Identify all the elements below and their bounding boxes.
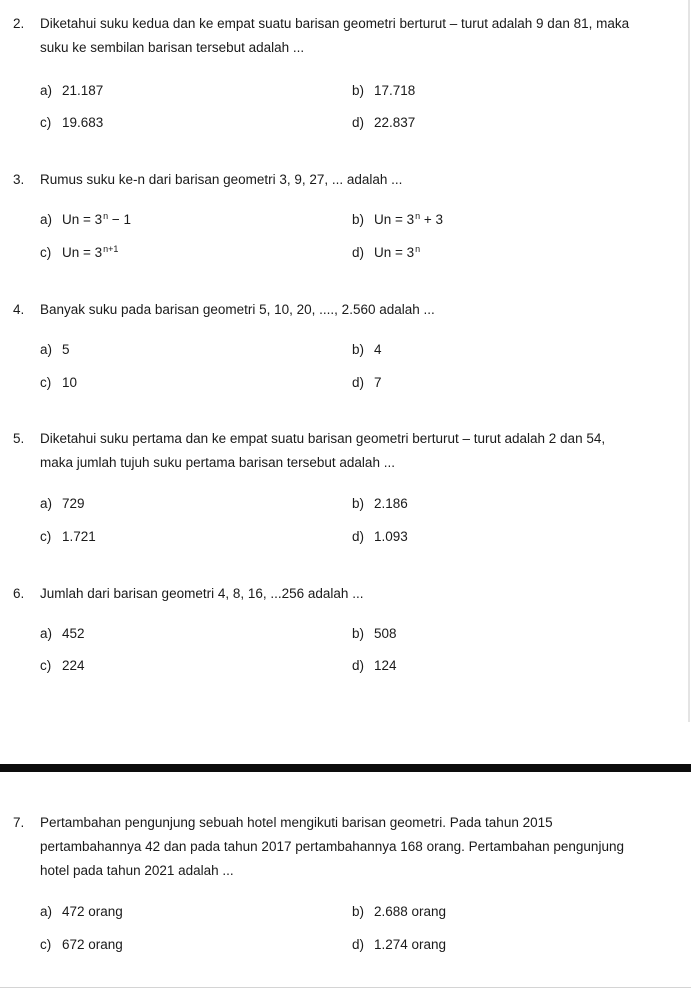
formula-exponent: n [103,211,109,221]
option-c[interactable] [40,935,123,955]
option-b[interactable] [352,81,415,101]
option-value: 17.718 [374,83,416,98]
option-b[interactable] [352,494,408,514]
option-letter: a) [40,342,53,357]
option-a[interactable] [40,902,123,922]
option-letter: c) [40,375,52,390]
option-letter: d) [352,375,365,390]
option-d[interactable] [352,656,397,676]
option-value: 472 orang [62,904,123,919]
option-value: 1.274 orang [374,937,447,952]
formula-exponent: n [415,211,421,221]
page-divider [0,764,691,772]
option-d[interactable] [352,935,446,955]
question-number: 5. [13,431,25,446]
question-text: Rumus suku ke-n dari barisan geometri 3, 9, 27, ... adalah ... [40,172,403,187]
option-value: 224 [62,658,85,673]
option-value: 5 [62,342,70,357]
question-text: Diketahui suku kedua dan ke empat suatu barisan geometri berturut – turut adalah 9 dan 81, maka suku ke sembilan barisan tersebut adalah ... [40,16,630,55]
option-a[interactable] [40,624,85,644]
option-value: 1.093 [374,529,408,544]
option-letter: b) [352,83,365,98]
option-letter: a) [40,83,53,98]
formula-exponent: n+1 [103,244,119,254]
question-text: Jumlah dari barisan geometri 4, 8, 16, ...256 adalah ... [40,586,364,601]
option-value [374,245,420,260]
option-letter: a) [40,212,53,227]
option-value: 19.683 [62,115,104,130]
formula-exponent: n [415,244,421,254]
option-letter: b) [352,342,365,357]
page-edge-line [688,0,690,722]
option-letter: d) [352,937,365,952]
option-value: 7 [374,375,382,390]
option-letter: c) [40,937,52,952]
formula-suffix: − 1 [108,212,132,227]
option-c[interactable] [40,527,96,547]
option-a[interactable] [40,81,103,101]
option-c[interactable] [40,656,85,676]
option-letter: a) [40,904,53,919]
option-value: 729 [62,496,85,511]
option-b[interactable] [352,210,443,231]
option-d[interactable] [352,527,408,547]
formula-base: Un = 3 [374,245,415,260]
option-c[interactable] [40,243,118,264]
question-number: 7. [13,815,25,830]
option-value: 508 [374,626,397,641]
option-c[interactable] [40,113,103,133]
option-letter: b) [352,212,365,227]
option-value: 672 orang [62,937,123,952]
formula-base: Un = 3 [62,212,103,227]
option-letter: d) [352,115,365,130]
option-b[interactable] [352,340,382,360]
option-letter: c) [40,115,52,130]
option-value: 10 [62,375,78,390]
option-value [62,212,131,227]
option-a[interactable] [40,494,85,514]
option-letter: c) [40,529,52,544]
formula-base: Un = 3 [374,212,415,227]
formula-base: Un = 3 [62,245,103,260]
option-value [374,212,443,227]
option-value: 2.688 orang [374,904,447,919]
question-text: Diketahui suku pertama dan ke empat suatu barisan geometri berturut – turut adalah 2 dan 54, maka jumlah tujuh suku pertama barisan tersebut adalah ... [40,431,606,470]
question-number: 2. [13,16,25,31]
question-number: 4. [13,302,25,317]
question-number: 6. [13,586,25,601]
option-value: 4 [374,342,382,357]
option-b[interactable] [352,624,397,644]
option-value: 22.837 [374,115,416,130]
option-a[interactable] [40,210,131,231]
option-d[interactable] [352,243,420,264]
question-number: 3. [13,172,25,187]
option-d[interactable] [352,113,415,133]
option-b[interactable] [352,902,446,922]
option-a[interactable] [40,340,70,360]
formula-suffix: + 3 [420,212,444,227]
option-letter: a) [40,626,53,641]
option-value: 21.187 [62,83,104,98]
option-value: 124 [374,658,397,673]
question-text: Banyak suku pada barisan geometri 5, 10, 20, ...., 2.560 adalah ... [40,302,435,317]
option-letter: d) [352,529,365,544]
bottom-rule [0,987,691,988]
option-value: 1.721 [62,529,96,544]
option-c[interactable] [40,373,77,393]
question-text: Pertambahan pengunjung sebuah hotel mengikuti barisan geometri. Pada tahun 2015 pertambahannya 42 dan pada tahun 2017 pertambahannya 168 orang. Pertambahan pengunjung hotel pada tahun 2021 adalah ... [40,815,624,878]
option-letter: d) [352,245,365,260]
option-value: 452 [62,626,85,641]
option-letter: b) [352,626,365,641]
option-letter: b) [352,904,365,919]
option-value: 2.186 [374,496,408,511]
option-letter: c) [40,658,52,673]
option-letter: c) [40,245,52,260]
option-letter: d) [352,658,365,673]
option-value [62,245,118,260]
option-letter: a) [40,496,53,511]
option-letter: b) [352,496,365,511]
option-d[interactable] [352,373,382,393]
